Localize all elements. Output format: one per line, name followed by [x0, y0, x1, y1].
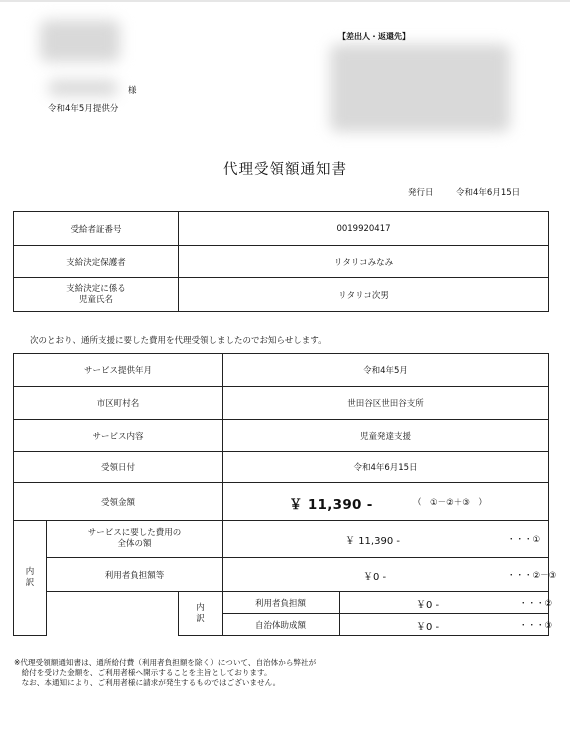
- subsidy-label: 自治体助成額: [255, 621, 307, 631]
- amount-formula: （ ①－②＋③ ）: [413, 498, 487, 508]
- user-burden-total-cell: [223, 558, 557, 592]
- inner-divider: [339, 592, 340, 613]
- service-content-label: サービス内容: [14, 420, 223, 452]
- total-cost-label: サービスに要した費用の 全体の額: [47, 521, 223, 558]
- redacted-sender-info: [330, 44, 510, 132]
- user-burden-mark: ・・・②: [519, 599, 553, 609]
- spacer-cell: [47, 592, 179, 636]
- issue-date: 令和4年6月15日: [456, 188, 521, 198]
- table-row: [14, 452, 549, 483]
- provided-period: 令和4年5月提供分: [48, 104, 119, 114]
- table-row: [14, 558, 549, 592]
- user-burden-total-label: 利用者負担額等: [47, 558, 223, 592]
- service-content-value: 児童発達支援: [223, 420, 549, 452]
- table-row: [14, 212, 549, 246]
- subsidy-mark: ・・・③: [519, 621, 553, 631]
- breakdown-label: 内 訳: [14, 521, 47, 636]
- received-date-label: 受領日付: [14, 452, 223, 483]
- table-row: [14, 521, 549, 558]
- total-cost-value: ￥ 11,390 -: [345, 536, 400, 547]
- redacted-recipient-address: [40, 20, 120, 62]
- table-row: [14, 387, 549, 420]
- honorific: 様: [128, 86, 137, 96]
- user-burden-total-value: ￥0 -: [363, 572, 387, 583]
- notice-text: 次のとおり、通所支援に要した費用を代理受領しましたのでお知らせします。: [30, 336, 327, 346]
- user-burden-total-mark: ・・・②－③: [507, 571, 557, 581]
- subsidy-cell: [223, 614, 553, 636]
- guardian-value: リタリコみなみ: [179, 246, 549, 278]
- guardian-label: 支給決定保護者: [14, 246, 179, 278]
- service-month-value: 令和4年5月: [223, 354, 549, 387]
- received-amount-label: 受領金額: [14, 483, 223, 521]
- user-burden-value: ￥0 -: [416, 600, 440, 611]
- sub-breakdown-label: 内 訳: [179, 592, 223, 636]
- redacted-recipient-name: [48, 80, 118, 96]
- received-amount-cell: [223, 483, 549, 521]
- subsidy-value: ￥0 -: [416, 622, 440, 633]
- table-row: [14, 420, 549, 452]
- footnote: ※代理受領額通知書は、通所給付費（利用者負担額を除く）について、自治体から弊社が 給付を受けた金額を、ご利用者様へ開示することを主旨としております。 なお、本通知により、ご利用者様に請求が発生するものではございません。: [14, 658, 317, 687]
- received-date-value: 令和4年6月15日: [223, 452, 549, 483]
- cert-number-value: 0019920417: [179, 212, 549, 246]
- table-row: [14, 278, 549, 312]
- document-title: 代理受領額通知書: [223, 162, 347, 178]
- inner-divider: [339, 614, 340, 635]
- service-table: [13, 353, 557, 636]
- service-month-label: サービス提供年月: [14, 354, 223, 387]
- cert-number-label: 受給者証番号: [14, 212, 179, 246]
- city-value: 世田谷区世田谷支所: [223, 387, 549, 420]
- table-row: [14, 592, 549, 614]
- table-row: [14, 246, 549, 278]
- received-amount-value: ￥ 11,390 -: [289, 497, 373, 513]
- table-row: [14, 354, 549, 387]
- sender-label: 【差出人・返還先】: [338, 32, 410, 41]
- child-name-label: 支給決定に係る 児童氏名: [14, 278, 179, 312]
- table-row: [14, 483, 549, 521]
- user-burden-cell: [223, 592, 553, 614]
- top-border: [0, 0, 570, 2]
- user-burden-label: 利用者負担額: [255, 599, 307, 609]
- recipient-table: [13, 211, 549, 312]
- child-name-value: リタリコ次男: [179, 278, 549, 312]
- total-cost-cell: [223, 521, 549, 558]
- total-cost-mark: ・・・①: [507, 535, 541, 545]
- issue-label: 発行日: [408, 188, 434, 198]
- city-label: 市区町村名: [14, 387, 223, 420]
